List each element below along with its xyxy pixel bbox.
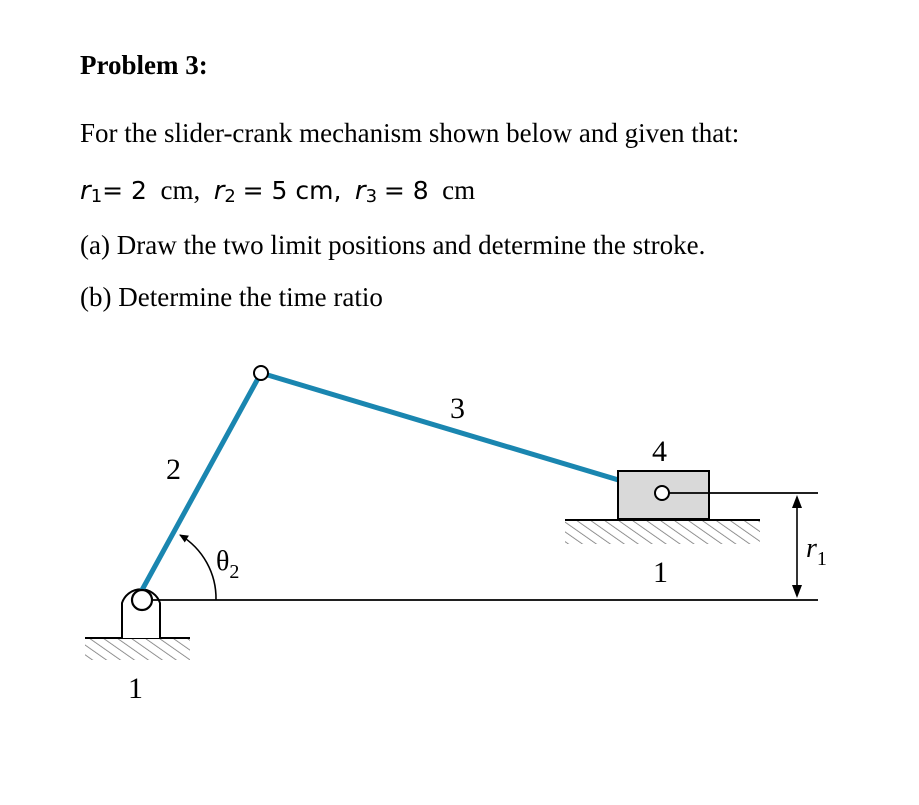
r1-unit: cm, — [160, 175, 201, 205]
ground-hatch-left — [85, 638, 190, 660]
part-a: (a) Draw the two limit positions and determine the stroke. — [80, 230, 706, 260]
label-coupler: 3 — [450, 392, 465, 425]
r3-value: = 8 — [383, 176, 429, 205]
r3-symbol: r — [354, 176, 366, 206]
problem-intro: For the slider-crank mechanism shown below and given that: — [80, 118, 740, 148]
angle-arc — [180, 535, 216, 600]
label-ground-right: 1 — [653, 556, 668, 589]
offset-arrow-bottom — [792, 585, 802, 598]
label-angle — [216, 546, 239, 583]
crank-link — [142, 373, 261, 590]
r3-subscript: 3 — [365, 186, 378, 207]
r1-symbol: r — [80, 176, 91, 206]
r3-unit: cm — [442, 175, 476, 205]
problem-title: Problem 3: — [80, 50, 208, 80]
crank-pin-joint — [254, 366, 268, 380]
label-offset — [806, 533, 827, 570]
r1-value: = 2 — [102, 176, 147, 205]
part-b: (b) Determine the time ratio — [80, 282, 383, 312]
label-crank: 2 — [166, 453, 181, 486]
offset-subscript: 1 — [816, 548, 827, 570]
r2-symbol: r — [213, 176, 225, 206]
offset-symbol: r — [806, 533, 817, 564]
ground-hatch-right — [565, 520, 760, 544]
r1-subscript: 1 — [90, 186, 103, 207]
slider-pin-joint — [655, 486, 669, 500]
r2-value: = 5 cm, — [242, 176, 342, 205]
label-slider: 4 — [652, 435, 667, 468]
angle-subscript: 2 — [229, 561, 240, 583]
label-ground-left: 1 — [128, 672, 143, 705]
r2-subscript: 2 — [224, 186, 236, 207]
angle-symbol: θ — [216, 546, 230, 577]
coupler-link — [261, 373, 662, 493]
offset-arrow-top — [792, 495, 802, 508]
ground-pivot-joint — [132, 590, 152, 610]
